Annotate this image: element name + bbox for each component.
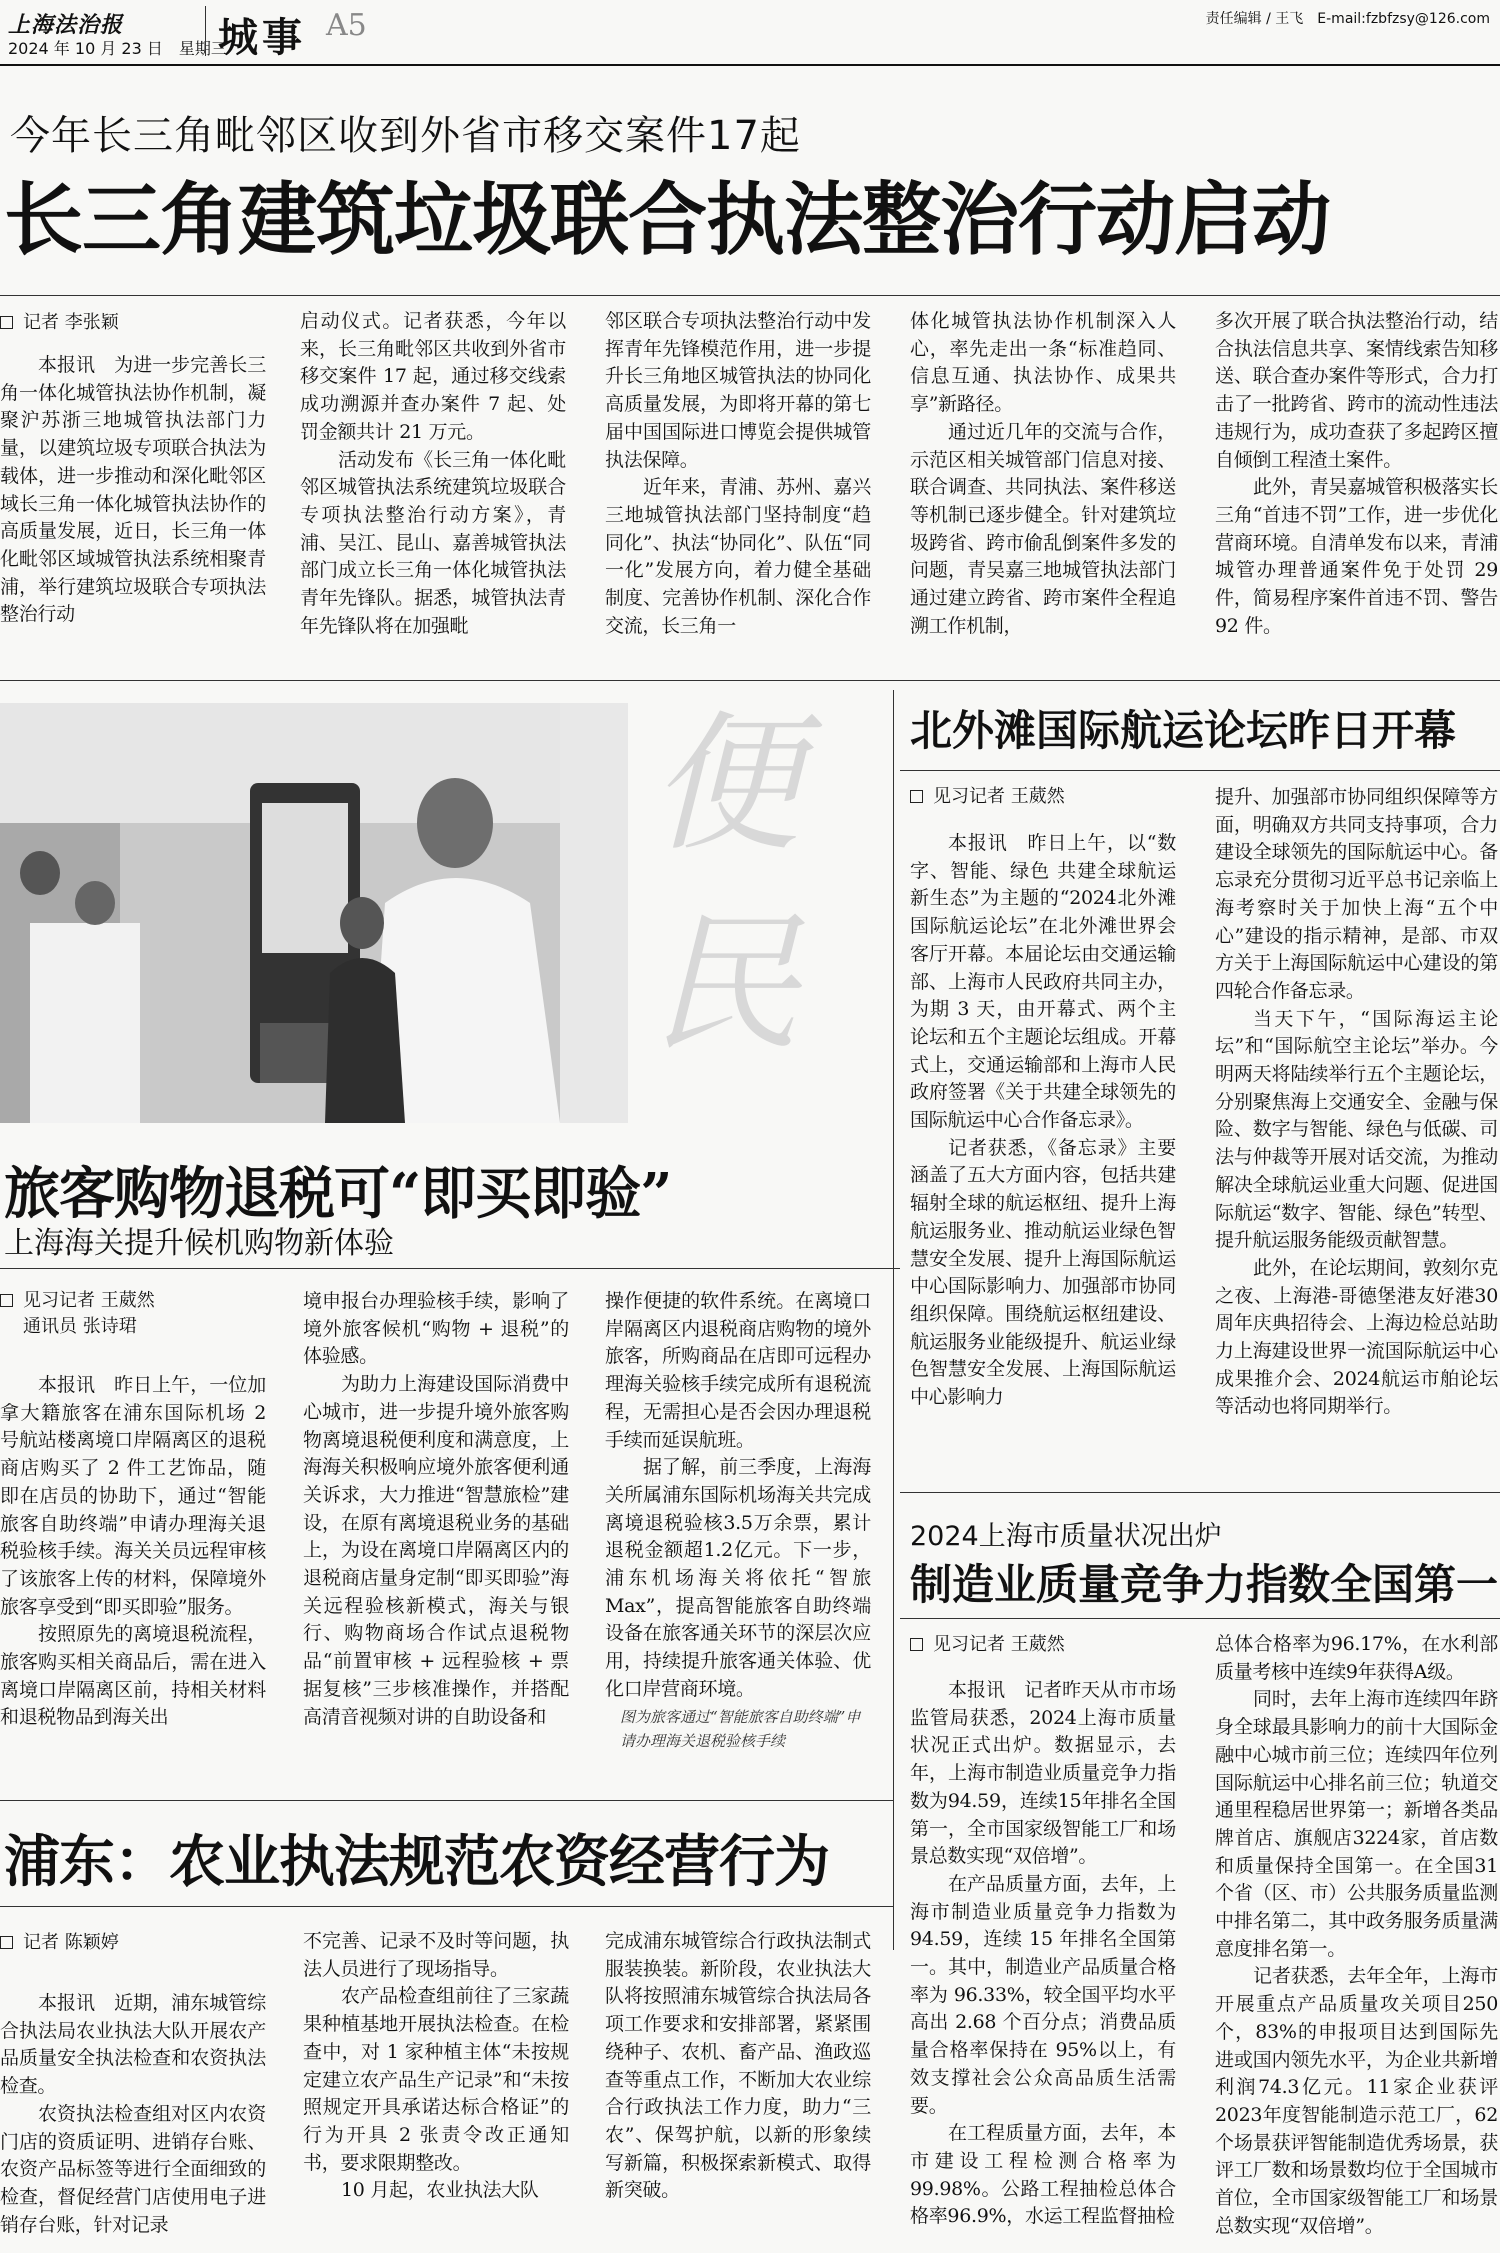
quality-headline: 制造业质量竞争力指数全国第一 bbox=[910, 1560, 1499, 1609]
tax-col-1: 本报讯 昨日上午，一位加拿大籍旅客在浦东国际机场 2 号航站楼离境口岸隔离区的退税商店购买了 2 件工艺饰品，随即在店员的协助下，通过“智能旅客自助终端”申请办理海关退税验核手续。海关关员远程审核了该旅客上传的材料，保障境外旅客享受到“即买即验”服务。 按照原先的离境退税流程，旅客购买相关商品后，需在进入离境口岸隔离区前，持相关材料和退税物品到海关出 bbox=[0, 1374, 266, 1729]
masthead-rule bbox=[0, 64, 1500, 66]
quality-byline: 见习记者 王葳然 bbox=[910, 1632, 1065, 1658]
lead-kicker: 今年长三角毗邻区收到外省市移交案件17起 bbox=[10, 113, 801, 159]
quality-rule bbox=[900, 1618, 1500, 1619]
page-number: A5 bbox=[326, 8, 367, 43]
masthead-divider bbox=[205, 6, 206, 56]
lead-col-2: 启动仪式。记者获悉，今年以来，长三角毗邻区共收到外省市移交案件 17 起，通过移交线索成功溯源并查办案件 7 起、处罚金额共计 21 万元。 活动发布《长三角一体化毗邻区城管执法系统建筑垃圾联合专项执法整治行动方案》，青浦、吴江、昆山、嘉善城管执法部门成立长三角一体化城管执法青年先锋队。据悉，城管执法青年先锋队将在加强毗 bbox=[300, 310, 566, 637]
forum-rule bbox=[900, 770, 1500, 771]
photo-overlay-char-2: 民 bbox=[650, 898, 801, 1072]
lead-col-1: 本报讯 为进一步完善长三角一体化城管执法协作机制，凝聚沪苏浙三地城管执法部门力量，以建筑垃圾专项联合执法为载体，进一步推动和深化毗邻区域长三角一体化城管执法协作的高质量发展，近日，长三角一体化毗邻区域城管执法系统相聚青浦，举行建筑垃圾联合专项执法整治行动 bbox=[0, 354, 266, 626]
forum-headline: 北外滩国际航运论坛昨日开幕 bbox=[910, 706, 1457, 755]
lead-col-3: 邻区联合专项执法整治行动中发挥青年先锋模范作用，进一步提升长三角地区城管执法的协同化高质量发展，为即将开幕的第七届中国国际进口博览会提供城管执法保障。 近年来，青浦、苏州、嘉兴三地城管执法部门坚持制度“趋同化”、执法“协同化”、队伍“同一化”发展方向，着力健全基础制度、完善协作机制、深化合作交流，长三角一 bbox=[605, 310, 871, 637]
editor-info: 责任编辑 / 王飞 E-mail:fzbfzsy@126.com bbox=[1205, 11, 1490, 27]
lead-bottom-rule bbox=[0, 680, 1500, 681]
quality-col-1: 本报讯 记者昨天从市市场监管局获悉，2024上海市质量状况正式出炉。数据显示，去年，上海市制造业质量竞争力指数为94.59，连续15年排名全国第一，全市国家级智能工厂和场景总数实现“双倍增”。 在产品质量方面，去年，上海市制造业质量竞争力指数为 94.59，连续 15 年排名全国第一。其中，制造业产品质量合格率为 96.33%，较全国平均水平高出 2.68 个百分点；消费品质量合格率保持在 95%以上，有效支撑社会公众高品质生活需要。 在工程质量方面，去年，本市建设工程检测合格率为99.98%。公路工程抽检总体合格率96.9%，水运工程监督抽检 bbox=[910, 1679, 1176, 2228]
lead-byline: 记者 李张颖 bbox=[0, 310, 119, 336]
agri-col-2: 不完善、记录不及时等问题，执法人员进行了现场指导。 农产品检查组前往了三家蔬果种植基地开展执法检查。在检查中，对 1 家种植主体“未按规定建立农产品生产记录”和“未按照规定开具承诺达标合格证”的行为开具 2 张责令改正通知书，要求限期整改。 10 月起，农业执法大队 bbox=[303, 1930, 569, 2202]
forum-col-1: 本报讯 昨日上午，以“数字、智能、绿色 共建全球航运新生态”为主题的“2024北外滩国际航运论坛”在北外滩世界会客厅开幕。本届论坛由交通运输部、上海市人民政府共同主办，为期 3 天，由开幕式、两个主论坛和五个主题论坛组成。开幕式上，交通运输部和上海市人民政府签署《关于共建全球领先的国际航运中心合作备忘录》。 记者获悉，《备忘录》主要涵盖了五大方面内容，包括共建辐射全球的航运枢纽、提升上海航运服务业、推动航运业绿色智慧安全发展、提升上海国际航运中心国际影响力、加强部市协同组织保障。围绕航运枢纽建设、航运服务业能级提升、航运业绿色智慧安全发展、上海国际航运中心影响力 bbox=[910, 832, 1176, 1409]
photo-caption: 图为旅客通过“智能旅客自助终端”申请办理海关退税验核手续 bbox=[620, 1708, 861, 1750]
agri-headline: 浦东：农业执法规范农资经营行为 bbox=[4, 1829, 829, 1895]
lead-col-5: 多次开展了联合执法整治行动，结合执法信息共享、案情线索告知移送、联合查办案件等形式，合力打击了一批跨省、跨市的流动性违法违规行为，成功查获了多起跨区擅自倾倒工程渣土案件。 此外，青吴嘉城管积极落实长三角“首违不罚”工作，进一步优化营商环境。自清单发布以来，青浦城管办理普通案件免于处罚 29 件，简易程序案件首违不罚、警告 92 件。 bbox=[1215, 310, 1498, 637]
byline-box-icon bbox=[0, 316, 13, 329]
paper-logo: 上海法治报 bbox=[8, 12, 124, 38]
quality-col-2: 总体合格率为96.17%，在水利部质量考核中连续9年获得A级。 同时，去年上海市连续四年跻身全球最具影响力的前十大国际金融中心城市前三位；连续四年位列国际航运中心排名前三位；轨道交通里程稳居世界第一；新增各类品牌首店、旗舰店3224家，首店数和质量保持全国第一。在全国31个省（区、市）公共服务质量监测中排名第二，其中政务服务质量满意度排名第一。 记者获悉，去年全年，上海市开展重点产品质量攻关项目250个，83%的申报项目达到国际先进或国内领先水平，为企业共新增利润74.3亿元。11家企业获评2023年度智能制造示范工厂，62个场景获评智能制造优秀场景，获评工厂数和场景数均位于全国城市首位，全市国家级智能工厂和场景总数实现“双倍增”。 bbox=[1215, 1633, 1498, 2237]
lead-col-4: 体化城管执法协作机制深入人心，率先走出一条“标准趋同、信息互通、执法协作、成果共享”新路径。 通过近几年的交流与合作，示范区相关城管部门信息对接、联合调查、共同执法、案件移送等机制已逐步健全。针对建筑垃圾跨省、跨市偷乱倒案件多发的问题，青吴嘉三地城管执法部门通过建立跨省、跨市案件全程追溯工作机制， bbox=[910, 310, 1176, 637]
section-name: 城事 bbox=[218, 14, 306, 61]
byline-box-icon bbox=[0, 1936, 13, 1949]
photo-scene bbox=[0, 703, 628, 1123]
agri-top-rule bbox=[0, 1800, 893, 1801]
forum-divider bbox=[893, 690, 894, 1950]
lead-headline: 长三角建筑垃圾联合执法整治行动启动 bbox=[4, 173, 1330, 266]
news-photo bbox=[0, 703, 628, 1123]
agri-rule bbox=[0, 1906, 893, 1907]
photo-overlay-char-1: 便 bbox=[650, 698, 801, 872]
byline-box-icon bbox=[0, 1294, 13, 1307]
issue-date: 2024 年 10 月 23 日 星期三 bbox=[8, 39, 227, 58]
tax-headline: 旅客购物退税可“即买即验” bbox=[4, 1161, 672, 1227]
tax-col-3: 操作便捷的软件系统。在离境口岸隔离区内退税商店购物的境外旅客，所购商品在店即可远程办理海关验核手续完成所有退税流程，无需担心是否会因办理退税手续而延误航班。 据了解，前三季度，上海海关所属浦东国际机场海关共完成离境退税验核3.5万余票，累计退税金额超1.2亿元。下一步，浦东机场海关将依托“智旅Max”，提高智能旅客自助终端设备在旅客通关环节的深层次应用，持续提升旅客通关体验、优化口岸营商环境。 bbox=[605, 1290, 871, 1700]
tax-subhead: 上海海关提升候机购物新体验 bbox=[4, 1226, 394, 1261]
forum-bottom-rule bbox=[900, 1492, 1500, 1493]
agri-byline: 记者 陈颖婷 bbox=[0, 1930, 119, 1956]
byline-box-icon bbox=[910, 790, 923, 803]
tax-byline: 见习记者 王葳然 通讯员 张诗珺 bbox=[0, 1288, 155, 1340]
tax-rule bbox=[0, 1268, 900, 1269]
masthead bbox=[0, 0, 1500, 62]
byline-box-icon bbox=[910, 1638, 923, 1651]
forum-byline: 见习记者 王葳然 bbox=[910, 784, 1065, 810]
agri-col-1: 本报讯 近期，浦东城管综合执法局农业执法大队开展农产品质量安全执法检查和农资执法检查。 农资执法检查组对区内农资门店的资质证明、进销存台账、农资产品标签等进行全面细致的检查，督促经营门店使用电子进销存台账，针对记录 bbox=[0, 1992, 266, 2236]
lead-rule bbox=[0, 295, 1500, 296]
tax-col-2: 境申报台办理验核手续，影响了境外旅客候机“购物 + 退税”的体验感。 为助力上海建设国际消费中心城市，进一步提升境外旅客购物离境退税便利度和满意度，上海海关积极响应境外旅客便利通关诉求，大力推进“智慧旅检”建设，在原有离境退税业务的基础上，为设在离境口岸隔离区内的退税商店量身定制“即买即验”海关远程验核新模式，海关与银行、购物商场合作试点退税物品“前置审核 + 远程验核 + 票据复核”三步核准操作，并搭配高清音视频对讲的自助设备和 bbox=[303, 1290, 569, 1728]
forum-col-2: 提升、加强部市协同组织保障等方面，明确双方共同支持事项，合力建设全球领先的国际航运中心。备忘录充分贯彻习近平总书记亲临上海考察时关于加快上海“五个中心”建设的指示精神，是部、市双方关于上海国际航运中心建设的第四轮合作备忘录。 当天下午，“国际海运主论坛”和“国际航空主论坛”举办。今明两天将陆续举行五个主题论坛，分别聚焦海上交通安全、金融与保险、数字与智能、绿色与低碳、司法与仲裁等开展对话交流，为推动解决全球航运业重大问题、促进国际航运“数字、智能、绿色”转型、提升航运服务能级贡献智慧。 此外，在论坛期间，敦刻尔克之夜、上海港-哥德堡港友好港30周年庆典招待会、上海边检总站助力上海建设世界一流国际航运中心成果推介会、2024航运市舶论坛等活动也将同期举行。 bbox=[1215, 786, 1498, 1418]
agri-col-3: 完成浦东城管综合行政执法制式服装换装。新阶段，农业执法大队将按照浦东城管综合执法局各项工作要求和安排部署，紧紧围绕种子、农机、畜产品、渔政巡查等重点工作，不断加大农业综合行政执法工作力度，助力“三农”、保驾护航，以新的形象续写新篇，积极探索新模式、取得新突破。 bbox=[605, 1930, 871, 2202]
quality-kicker: 2024上海市质量状况出炉 bbox=[910, 1521, 1222, 1552]
